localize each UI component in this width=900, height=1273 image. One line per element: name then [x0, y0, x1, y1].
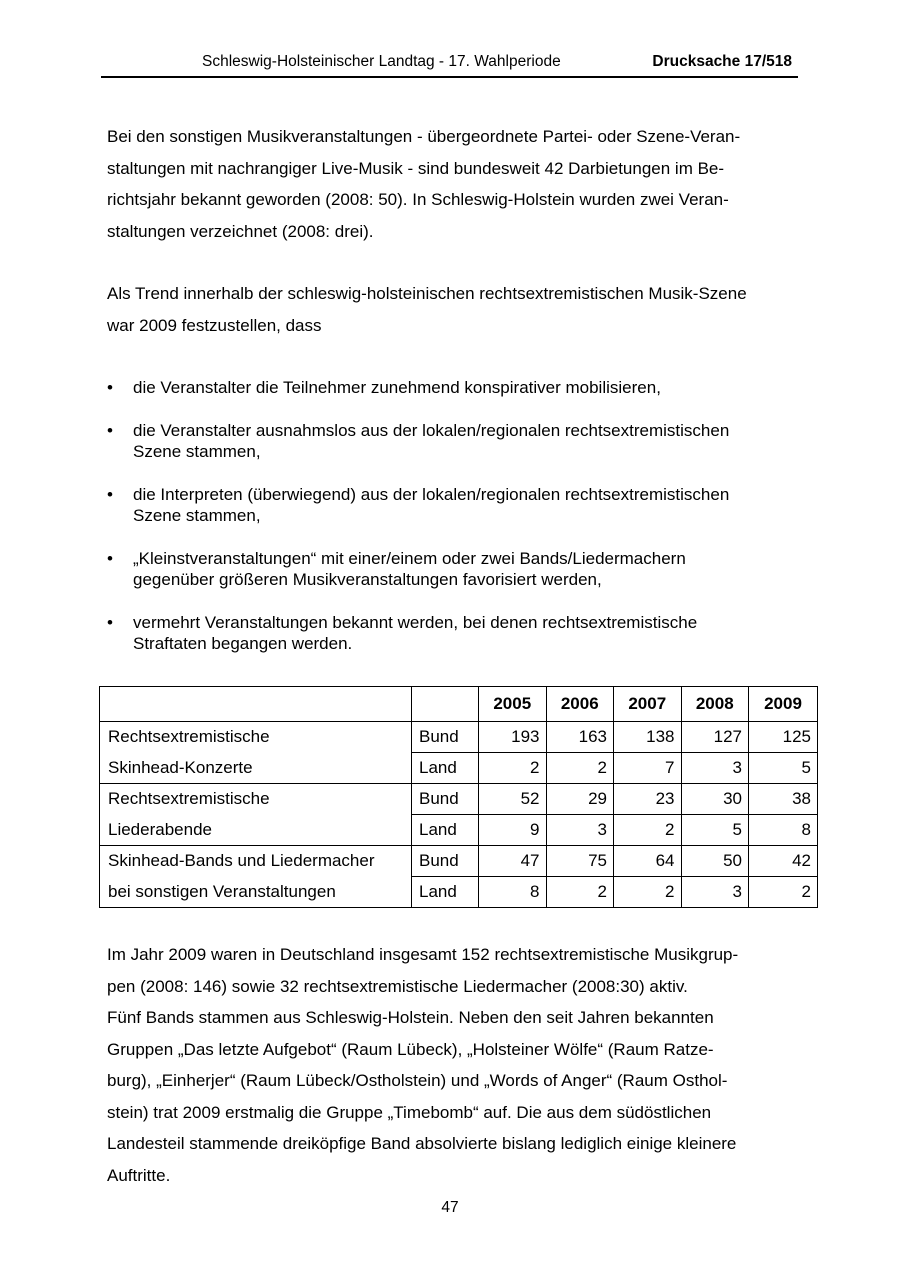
category-label: Skinhead-Bands und Liedermacher [100, 846, 412, 877]
category-label: Rechtsextremistische [100, 722, 412, 753]
value-cell: 75 [546, 846, 614, 877]
region-cell: Land [412, 753, 479, 784]
year-header: 2005 [479, 687, 547, 722]
text-line: gegenüber größeren Musikveranstaltungen favorisiert werden, [133, 570, 602, 589]
value-cell: 23 [614, 784, 682, 815]
value-cell: 8 [479, 877, 547, 908]
text-line: stein) trat 2009 erstmalig die Gruppe „Timebomb“ auf. Die aus dem südöstlichen [107, 1102, 712, 1122]
value-cell: 52 [479, 784, 547, 815]
category-label: bei sonstigen Veranstaltungen [100, 877, 412, 908]
text-line: pen (2008: 146) sowie 32 rechtsextremistische Liedermacher (2008:30) aktiv. [107, 976, 688, 996]
value-cell: 38 [749, 784, 818, 815]
text-line: richtsjahr bekannt geworden (2008: 50). In Schleswig-Holstein wurden zwei Veran- [107, 190, 729, 209]
text-line: die Interpreten (überwiegend) aus der lokalen/regionalen rechtsextremistischen [133, 485, 730, 504]
table-row [100, 846, 818, 877]
table-header-row [100, 687, 818, 722]
header-cell-empty [412, 687, 479, 722]
value-cell: 30 [681, 784, 749, 815]
value-cell: 5 [681, 815, 749, 846]
value-cell: 2 [614, 815, 682, 846]
table-row [100, 722, 818, 753]
category-label: Skinhead-Konzerte [100, 753, 412, 784]
table-row [100, 815, 818, 846]
value-cell: 9 [479, 815, 547, 846]
table-row [100, 784, 818, 815]
text-line: Gruppen „Das letzte Aufgebot“ (Raum Lübeck), „Holsteiner Wölfe“ (Raum Ratze- [107, 1039, 714, 1059]
list-item [107, 484, 797, 526]
bullet-marker: • [107, 485, 113, 504]
page-header [101, 52, 798, 78]
text-line: Als Trend innerhalb der schleswig-holsteinischen rechtsextremistischen Musik-Szene [107, 284, 747, 303]
text-line: staltungen verzeichnet (2008: drei). [107, 221, 374, 241]
value-cell: 47 [479, 846, 547, 877]
value-cell: 2 [749, 877, 818, 908]
value-cell: 8 [749, 815, 818, 846]
bullet-marker: • [107, 378, 113, 397]
text-line: die Veranstalter ausnahmslos aus der lokalen/regionalen rechtsextremistischen [133, 421, 730, 440]
text-line: die Veranstalter die Teilnehmer zunehmend konspirativer mobilisieren, [133, 378, 661, 397]
text-line: war 2009 festzustellen, dass [107, 315, 322, 335]
region-cell: Land [412, 877, 479, 908]
region-cell: Bund [412, 846, 479, 877]
value-cell: 127 [681, 722, 749, 753]
value-cell: 64 [614, 846, 682, 877]
table-row [100, 877, 818, 908]
text-line: Straftaten begangen werden. [133, 634, 353, 653]
list-item [107, 548, 797, 590]
paragraph-trend [107, 278, 797, 341]
value-cell: 125 [749, 722, 818, 753]
text-line: Im Jahr 2009 waren in Deutschland insgesamt 152 rechtsextremistische Musikgrup- [107, 945, 739, 964]
year-header: 2006 [546, 687, 614, 722]
value-cell: 2 [479, 753, 547, 784]
value-cell: 163 [546, 722, 614, 753]
text-line: Fünf Bands stammen aus Schleswig-Holstein. Neben den seit Jahren bekannten [107, 1008, 714, 1027]
bullet-marker: • [107, 613, 113, 632]
list-item [107, 612, 797, 654]
value-cell: 29 [546, 784, 614, 815]
value-cell: 138 [614, 722, 682, 753]
region-cell: Bund [412, 784, 479, 815]
year-header: 2007 [614, 687, 682, 722]
category-label: Rechtsextremistische [100, 784, 412, 815]
paragraph-bands [107, 939, 797, 1191]
value-cell: 50 [681, 846, 749, 877]
value-cell: 3 [681, 753, 749, 784]
paragraph-other-events [107, 121, 797, 247]
text-line: Auftritte. [107, 1165, 171, 1185]
list-item [107, 420, 797, 462]
value-cell: 42 [749, 846, 818, 877]
header-cell-empty [100, 687, 412, 722]
value-cell: 3 [546, 815, 614, 846]
value-cell: 7 [614, 753, 682, 784]
trend-bullet-list [107, 377, 797, 676]
region-cell: Land [412, 815, 479, 846]
music-events-table [99, 686, 818, 908]
document-number: Drucksache 17/518 [652, 53, 792, 70]
value-cell: 2 [546, 877, 614, 908]
text-line: staltungen mit nachrangiger Live-Musik - sind bundesweit 42 Darbietungen im Be- [107, 158, 725, 178]
year-header: 2009 [749, 687, 818, 722]
bullet-marker: • [107, 549, 113, 568]
text-line: Landesteil stammende dreiköpfige Band absolvierte bislang lediglich einige kleinere [107, 1134, 737, 1153]
bullet-marker: • [107, 421, 113, 440]
text-line: Szene stammen, [133, 442, 261, 461]
header-title: Schleswig-Holsteinischer Landtag - 17. Wahlperiode [202, 53, 561, 70]
value-cell: 2 [546, 753, 614, 784]
list-item [107, 377, 797, 398]
text-line: burg), „Einherjer“ (Raum Lübeck/Ostholstein) und „Words of Anger“ (Raum Osthol- [107, 1071, 728, 1090]
value-cell: 2 [614, 877, 682, 908]
text-line: Szene stammen, [133, 506, 261, 525]
value-cell: 5 [749, 753, 818, 784]
text-line: Bei den sonstigen Musikveranstaltungen - übergeordnete Partei- oder Szene-Veran- [107, 127, 741, 146]
year-header: 2008 [681, 687, 749, 722]
page-number: 47 [441, 1199, 459, 1216]
region-cell: Bund [412, 722, 479, 753]
value-cell: 193 [479, 722, 547, 753]
table-row [100, 753, 818, 784]
text-line: vermehrt Veranstaltungen bekannt werden, bei denen rechtsextremistische [133, 613, 698, 632]
text-line: „Kleinstveranstaltungen“ mit einer/einem oder zwei Bands/Liedermachern [133, 549, 686, 568]
category-label: Liederabende [100, 815, 412, 846]
value-cell: 3 [681, 877, 749, 908]
